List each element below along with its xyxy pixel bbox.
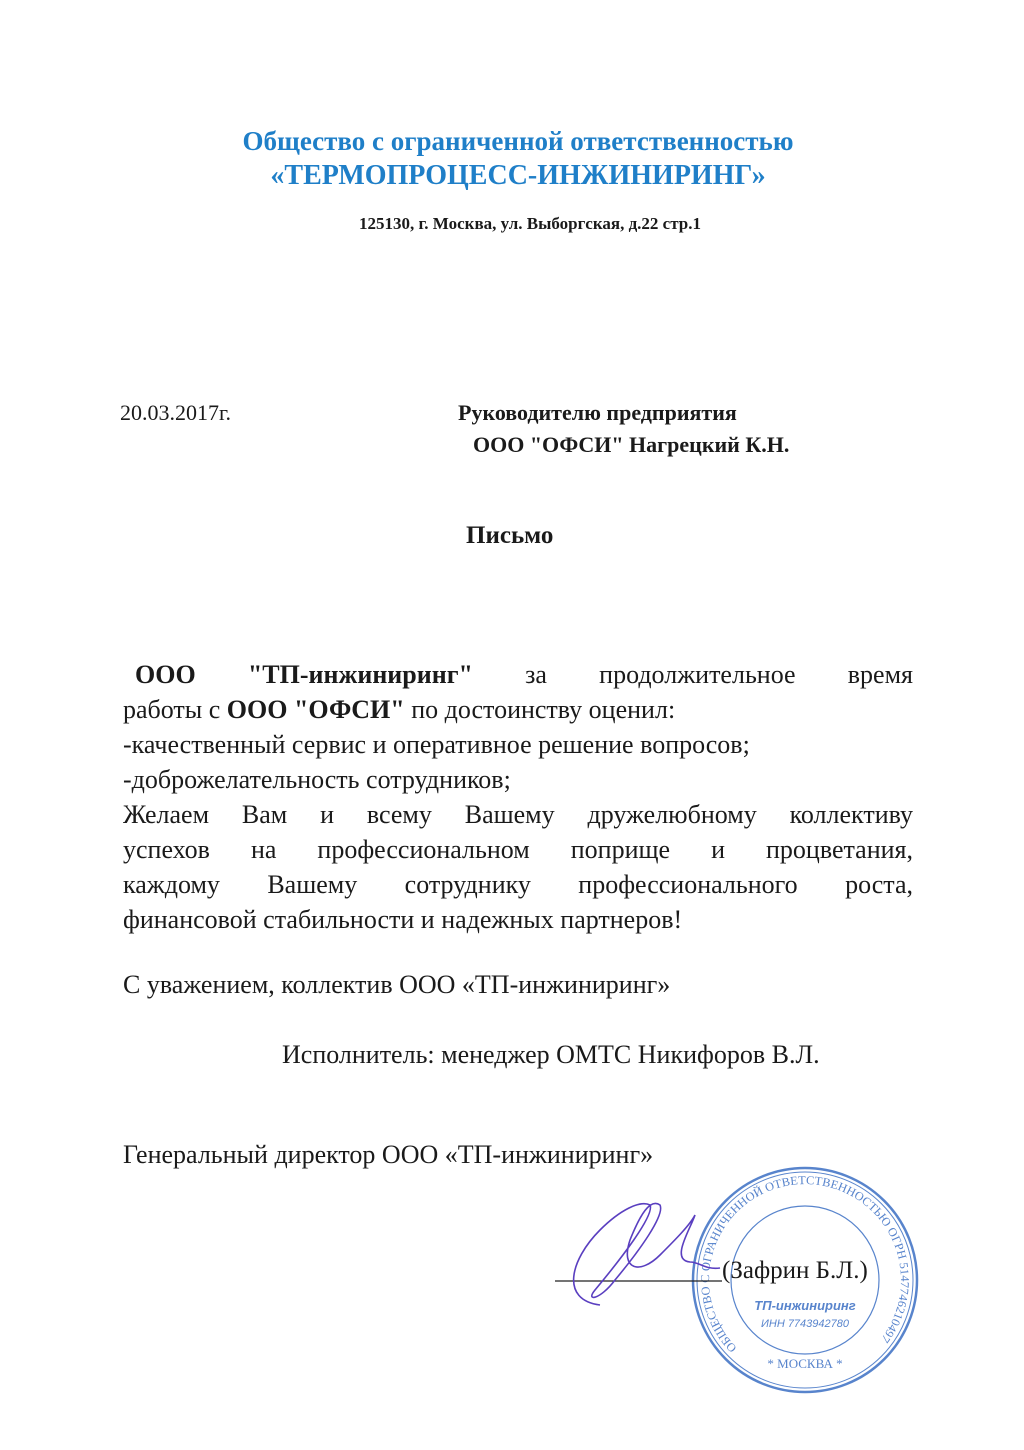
stamp-city: * МОСКВА * [767, 1356, 843, 1371]
body-line: Желаем Вам и всему Вашему дружелюбному коллективу [123, 800, 913, 829]
closing: С уважением, коллектив ООО «ТП-инжиниринг» [123, 970, 671, 999]
signature-and-stamp [540, 1165, 960, 1415]
body-line: -доброжелательность сотрудников; [123, 765, 511, 794]
stamp-ring-text: ОБЩЕСТВО С ОГРАНИЧЕННОЙ ОТВЕТСТВЕННОСТЬЮ ОГРН 5147746210497 [697, 1172, 913, 1356]
signatory-name: (Зафрин Б.Л.) [722, 1257, 868, 1284]
org-brand: «ТЕРМОПРОЦЕСС-ИНЖИНИРИНГ» [270, 160, 766, 191]
body-line: -качественный сервис и оперативное решение вопросов; [123, 730, 750, 759]
org-name: Общество с ограниченной ответственностью [242, 126, 794, 156]
recipient-title: Руководителю предприятия [458, 400, 737, 425]
body-line: финансовой стабильности и надежных партнеров! [123, 905, 683, 934]
handwritten-signature [574, 1203, 720, 1305]
executor: Исполнитель: менеджер ОМТС Никифоров В.Л. [282, 1040, 820, 1069]
letter-date: 20.03.2017г. [120, 400, 232, 425]
body-line: работы с ООО "ОФСИ" по достоинству оценил: [123, 695, 676, 724]
recipient-name: ООО "ОФСИ" Нагрецкий К.Н. [473, 432, 790, 457]
letter-title: Письмо [466, 522, 554, 549]
director-title: Генеральный директор ООО «ТП-инжиниринг» [123, 1140, 654, 1169]
body-line: каждому Вашему сотруднику профессионального роста, [123, 870, 913, 899]
body-line: успехов на профессиональном поприще и процветания, [123, 835, 913, 864]
body-line: ООО "ТП-инжиниринг" за продолжительное время [135, 660, 914, 689]
stamp-center-name: ТП-инжиниринг [754, 1298, 856, 1313]
org-address: 125130, г. Москва, ул. Выборгская, д.22 стр.1 [358, 214, 701, 233]
stamp-inn: ИНН 7743942780 [761, 1318, 849, 1330]
